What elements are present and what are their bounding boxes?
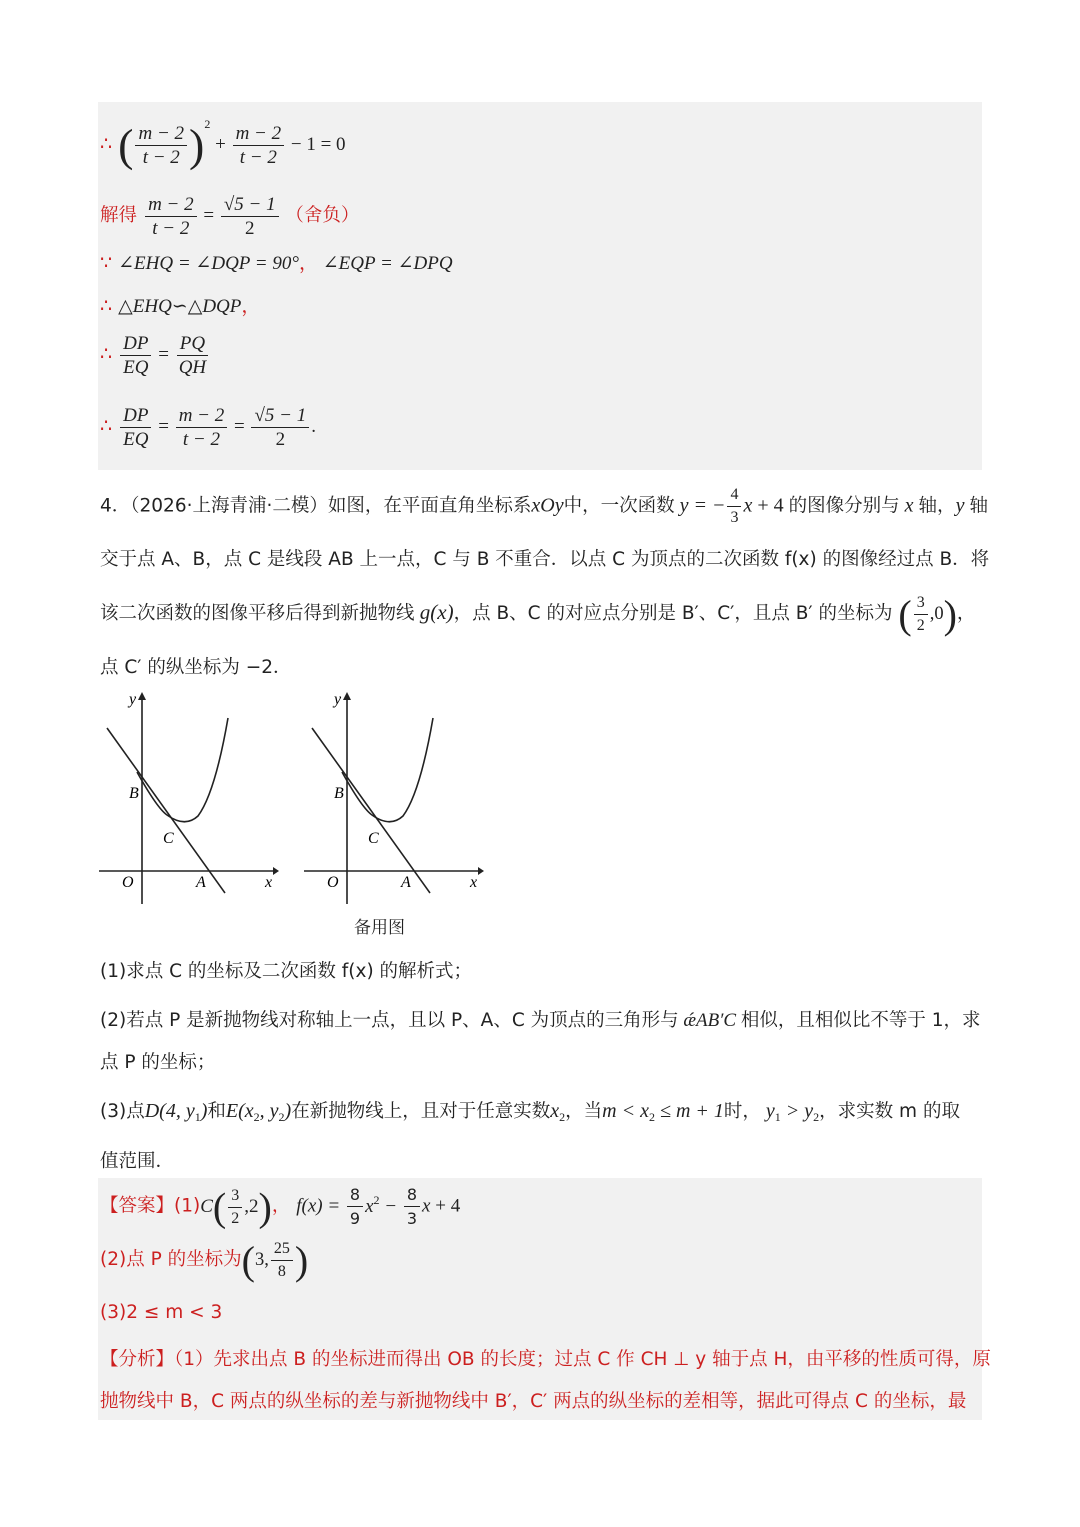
label-B: B [334, 785, 344, 802]
label-O: O [327, 874, 339, 891]
analysis-tag: 【分析】 [100, 1349, 175, 1370]
answer-line-2: (2)点 P 的坐标为(3, $\frac{25}{8}$ ) [100, 1237, 309, 1283]
solution-line-5: ∴ $\frac{DP}{EQ}$ = $\frac{PQ}{QH}$ [100, 333, 207, 378]
problem-line-4: 点 C′ 的纵坐标为 −2． [100, 657, 292, 678]
figure-main [95, 688, 285, 908]
solution-line-4: ∴ △EHQ∽△DQP， [100, 295, 261, 317]
label-x: x [265, 874, 273, 891]
figure-backup [300, 688, 490, 908]
answer-line-3: (3)2 ≤ m < 3 [100, 1302, 223, 1323]
label-y: y [334, 691, 342, 708]
label-B: B [129, 785, 139, 802]
answer-tag: 【答案】 [100, 1195, 175, 1217]
question-2-line-2: 点 P 的坐标； [100, 1052, 216, 1073]
analysis-line-1: 【分析】（1）先求出点 B 的坐标进而得出 OB 的长度；过点 C 作 CH ⊥ y 轴于点 H，由平移的性质可得，原 [100, 1349, 991, 1370]
label-C: C [368, 830, 379, 847]
question-3-line-1: (3)点D(4, $y_1$)和$E(x_2$, $y_2$)在新抛物线上，且对于任意实数$x_2$，当$m < x_2 \le m + 1$时， $y_1 > y_2$，求实数 m 的取 [100, 1100, 960, 1124]
label-A: A [401, 874, 411, 891]
question-1: (1)求点 C 的坐标及二次函数 f(x) 的解析式； [100, 961, 473, 982]
solve-label: 解得 [100, 204, 138, 226]
problem-line-1: 4．（2026·上海青浦·二模）如图，在平面直角坐标系xOy中，一次函数 y = − $\frac{4}{3}$ x + 4 的图像分别与 x 轴，y 轴 [100, 486, 988, 526]
solution-line-3: ∵ ∠EHQ = ∠DQP = 90°， ∠EQP = ∠DPQ [100, 252, 453, 274]
label-x: x [470, 874, 478, 891]
therefore-symbol: ∴ [100, 133, 113, 155]
solution-line-2: 解得 $\frac{m - 2}{t - 2}$ = $\frac{√5 - 1}{2}$ （舍负） [100, 194, 360, 239]
problem-line-3: 该二次函数的图像平移后得到新抛物线 g(x)，点 B、C 的对应点分别是 B′、C′，且点 B′ 的坐标为 ( $\frac{3}{2}$ ,0)， [100, 591, 976, 637]
figure-caption: 备用图 [354, 918, 405, 938]
discard-negative-note: （舍负） [285, 204, 360, 226]
answer-line-1: 【答案】(1)C( $\frac{3}{2}$ ,2)， f(x) = $\frac{8}{9}$ $x^2$ − $\frac{8}{3}$ x + 4 [100, 1184, 461, 1230]
label-A: A [196, 874, 206, 891]
problem-line-2: 交于点 A、B，点 C 是线段 AB 上一点，C 与 B 不重合．以点 C 为顶点的二次函数 f(x) 的图像经过点 B．将 [100, 549, 990, 570]
question-2-line-1: (2)若点 P 是新抛物线对称轴上一点，且以 P、A、C 为顶点的三角形与 ǽAB′C 相似，且相似比不等于 1，求 [100, 1010, 981, 1031]
label-y: y [129, 691, 137, 708]
label-O: O [122, 874, 134, 891]
analysis-line-2: 抛物线中 B，C 两点的纵坐标的差与新抛物线中 B′，C′ 两点的纵坐标的差相等，据此可得点 C 的坐标，最 [100, 1391, 967, 1412]
question-3-line-2: 值范围． [100, 1151, 175, 1172]
solution-line-1: ∴ ( $\frac{m - 2}{t - 2}$ )$^2$ + $\frac{m - 2}{t - 2}$ − 1 = 0 [100, 117, 346, 171]
solution-line-6: ∴ $\frac{DP}{EQ}$ = $\frac{m - 2}{t - 2}$ = $\frac{√5 - 1}{2}$ . [100, 405, 316, 450]
label-C: C [163, 830, 174, 847]
